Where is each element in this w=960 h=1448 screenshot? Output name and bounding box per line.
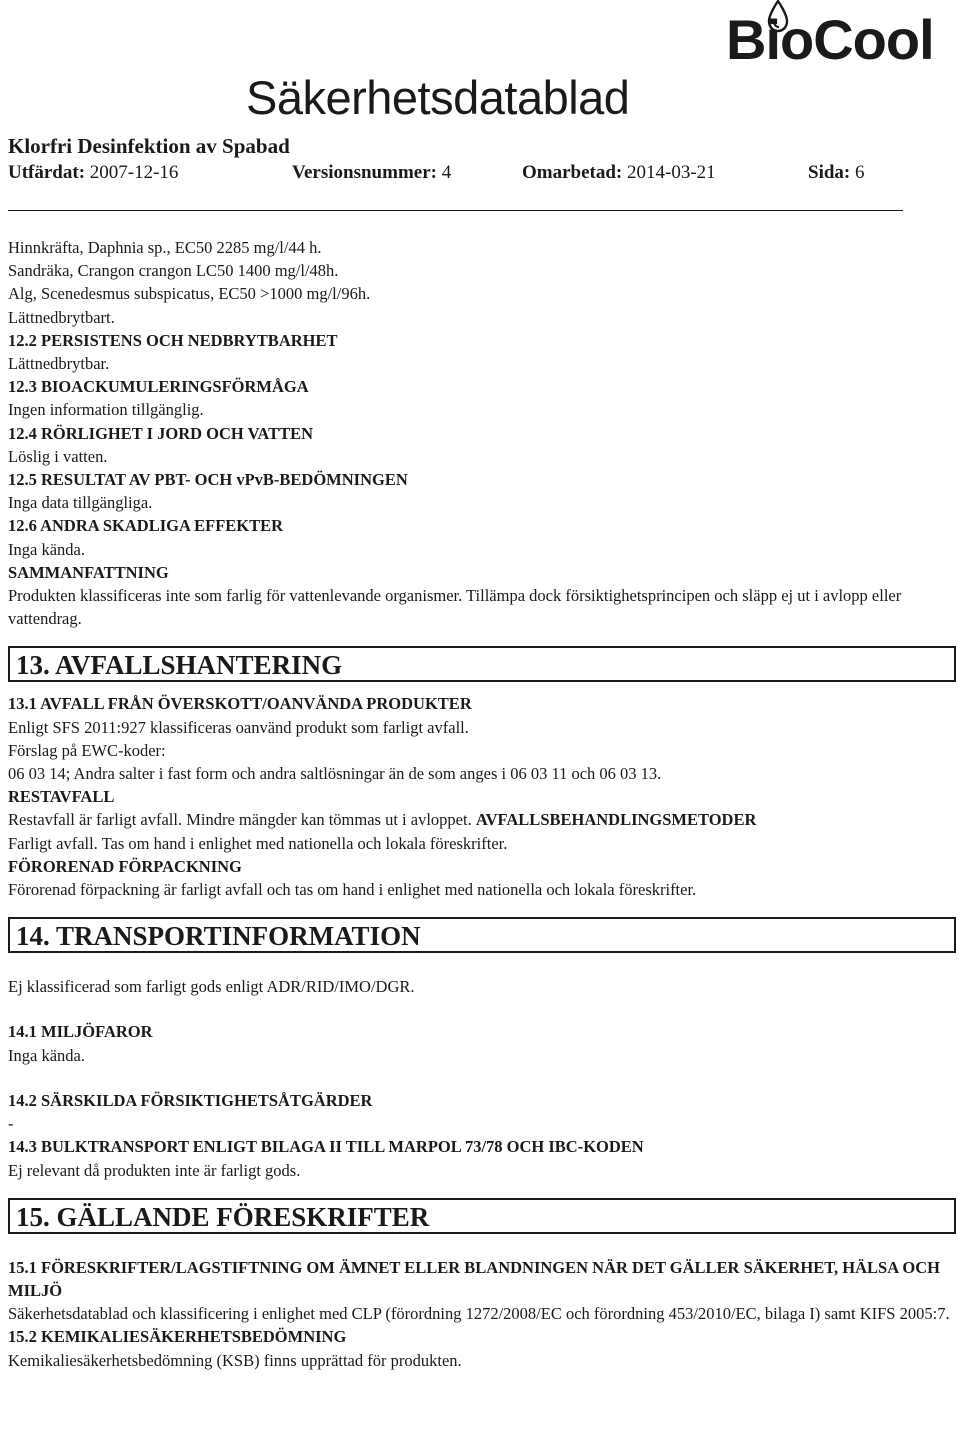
ecotox-line: Alg, Scenedesmus subspicatus, EC50 >1000 mg/l/96h. [8,284,371,304]
ecotox-line: Sandräka, Crangon crangon LC50 1400 mg/l/48h. [8,261,339,281]
subsection-heading-12-2: 12.2 PERSISTENS OCH NEDBRYTBARHET [8,330,338,350]
subsection-text: Inga kända. [8,539,85,559]
subsection-heading-15-2: 15.2 KEMIKALIESÄKERHETSBEDÖMNING [8,1327,347,1347]
document-body [8,236,956,1372]
issued-value: 2007-12-16 [89,162,179,183]
residual-waste-text [8,808,956,831]
subsection-heading-12-4: 12.4 RÖRLIGHET I JORD OCH VATTEN [8,423,314,443]
subsection-text: Ej relevant då produkten inte är farligt gods. [8,1160,301,1180]
version-number [292,162,451,184]
revised-label: Omarbetad: [522,162,623,183]
subsection-heading-14-1: 14.1 MILJÖFAROR [8,1022,153,1042]
transport-classification: Ej klassificerad som farligt gods enligt ADR/RID/IMO/DGR. [8,977,415,997]
contaminated-packaging-heading: FÖRORENAD FÖRPACKNING [8,856,242,876]
document-title: Säkerhetsdatablad [246,71,630,124]
revised-value: 2014-03-21 [627,162,716,183]
subsection-text: Inga data tillgängliga. [8,493,153,513]
page-label: Sida: [808,162,851,183]
page-value: 6 [855,162,865,183]
subsection-heading-14-2: 14.2 SÄRSKILDA FÖRSIKTIGHETSÅTGÄRDER [8,1090,373,1110]
issued-label: Utfärdat: [8,162,86,183]
ecotox-line: Hinnkräfta, Daphnia sp., EC50 2285 mg/l/44 h. [8,238,322,257]
subsection-heading-12-6: 12.6 ANDRA SKADLIGA EFFEKTER [8,516,284,536]
subsection-text: Enligt SFS 2011:927 klassificeras oanvänd produkt som farligt avfall. [8,717,469,737]
issued-date [8,162,178,184]
logo-text: BioCool [726,8,934,71]
header-divider [8,210,903,211]
summary-text: Produkten klassificeras inte som farlig för vattenlevande organismer. Tillämpa dock försiktighetsprincipen och släpp ej ut i avlopp eller vattendrag. [8,586,902,629]
summary-heading: SAMMANFATTNING [8,562,169,582]
revised-date [522,162,716,184]
page-number [808,162,865,184]
subsection-text: Förslag på EWC-koder: [8,740,166,760]
contaminated-packaging-text: Förorenad förpackning är farligt avfall och tas om hand i enlighet med nationella och lokala föreskrifter. [8,880,697,900]
subsection-heading-12-3: 12.3 BIOACKUMULERINGSFÖRMÅGA [8,377,309,397]
treatment-methods-heading: AVFALLSBEHANDLINGSMETODER [475,810,757,830]
subsection-heading-13-1: 13.1 AVFALL FRÅN ÖVERSKOTT/OANVÄNDA PRODUKTER [8,694,472,714]
subsection-text: Inga kända. [8,1045,85,1065]
biocool-logo [726,0,948,74]
section-13-title: 13. AVFALLSHANTERING [8,646,956,682]
version-value: 4 [441,162,452,183]
subsection-text: Säkerhetsdatablad och klassificering i enlighet med CLP (förordning 1272/2008/EC och förordning 453/2010/EC, bilaga I) samt KIFS 2005:7. [8,1304,950,1324]
section-15-title: 15. GÄLLANDE FÖRESKRIFTER [8,1198,956,1234]
residual-waste-heading: RESTAVFALL [8,787,115,807]
subsection-text: Ingen information tillgänglig. [8,400,204,420]
subsection-heading-14-3: 14.3 BULKTRANSPORT ENLIGT BILAGA II TILL MARPOL 73/78 OCH IBC-KODEN [8,1137,644,1157]
subsection-text: Lättnedbrytbar. [8,354,110,374]
section-14-title: 14. TRANSPORTINFORMATION [8,917,956,953]
version-label: Versionsnummer: [292,162,437,183]
subsection-heading-12-5: 12.5 RESULTAT AV PBT- OCH vPvB-BEDÖMNINGEN [8,470,408,490]
subsection-text: - [8,1114,14,1134]
ecotox-line: Lättnedbrytbart. [8,307,115,327]
subsection-text: Kemikaliesäkerhetsbedömning (KSB) finns upprättad för produkten. [8,1350,462,1370]
treatment-methods-text: Farligt avfall. Tas om hand i enlighet med nationella och lokala föreskrifter. [8,833,508,853]
product-name: Klorfri Desinfektion av Spabad [8,134,290,158]
ewc-codes: 06 03 14; Andra salter i fast form och andra saltlösningar än de som anges i 06 03 11 och 06 03 13. [8,764,662,784]
subsection-heading-15-1: 15.1 FÖRESKRIFTER/LAGSTIFTNING OM ÄMNET ELLER BLANDNINGEN NÄR DET GÄLLER SÄKERHET, HÄLSA OCH MILJÖ [8,1257,940,1300]
subsection-text: Löslig i vatten. [8,446,108,466]
residual-waste-sentence: Restavfall är farligt avfall. Mindre mängder kan tömmas ut i avloppet. [8,810,476,830]
